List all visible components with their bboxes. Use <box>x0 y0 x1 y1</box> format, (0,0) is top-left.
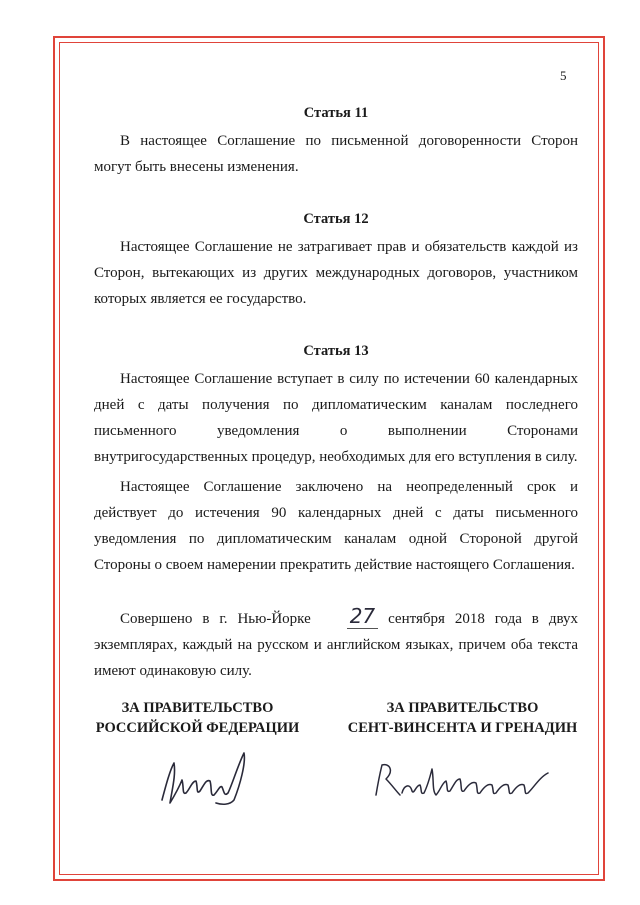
party-line: ЗА ПРАВИТЕЛЬСТВО <box>386 700 539 716</box>
article-11 <box>94 100 578 180</box>
signature-svg <box>368 755 578 805</box>
closing-place: Совершено в г. Нью-Йорке <box>120 611 311 627</box>
article-title: Статья 12 <box>303 211 369 227</box>
article-12 <box>94 206 578 312</box>
page-number: 5 <box>560 68 567 83</box>
signatory-block <box>80 698 580 738</box>
article-paragraph: В настоящее Соглашение по письменной договоренности Сторон могут быть внесены изменения. <box>94 133 578 175</box>
party-line: СЕНТ-ВИНСЕНТА И ГРЕНАДИН <box>347 720 578 736</box>
handwritten-day: 27 <box>347 604 378 629</box>
party-line: ЗА ПРАВИТЕЛЬСТВО <box>121 700 274 716</box>
article-title: Статья 11 <box>303 105 369 121</box>
signature-russia <box>152 745 262 815</box>
party-russia <box>80 698 315 738</box>
article-paragraph: Настоящее Соглашение не затрагивает прав и обязательств каждой из Сторон, вытекающих из других международных договоров, участником которых является ее государство. <box>94 239 578 307</box>
party-svg <box>345 698 580 738</box>
closing-clause <box>94 606 578 684</box>
article-title: Статья 13 <box>303 343 369 359</box>
party-line: РОССИЙСКОЙ ФЕДЕРАЦИИ <box>95 720 300 736</box>
closing-rest: сентября 2018 года в двух экземплярах, каждый на русском и английском языках, причем оба текста имеют одинаковую силу. <box>94 611 579 679</box>
article-13 <box>94 338 578 578</box>
closing-day <box>321 606 378 632</box>
document-body <box>94 100 578 699</box>
article-paragraph: Настоящее Соглашение заключено на неопределенный срок и действует до истечения 90 календарных дней с даты письменного уведомления по дипломатическим каналам одной Стороной другой Стороны о своем намерении прекратить действие настоящего Соглашения. <box>94 479 578 573</box>
article-paragraph: Настоящее Соглашение вступает в силу по истечении 60 календарных дней с даты получения по дипломатическим каналам последнего письменного уведомления о выполнении Сторонами внутригосударственных процедур, необходимых для его вступления в силу. <box>94 371 578 465</box>
